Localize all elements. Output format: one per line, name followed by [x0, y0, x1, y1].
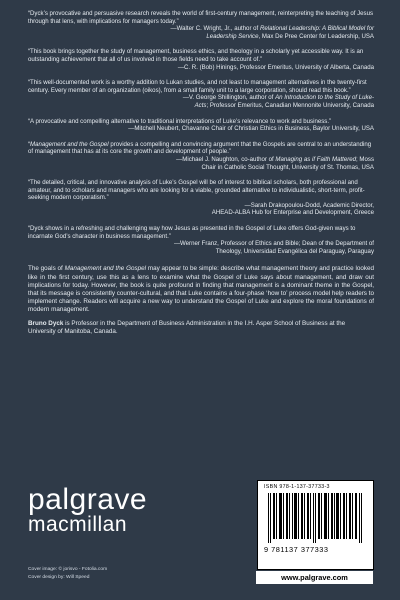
author-name: Bruno Dyck: [28, 320, 64, 328]
attribution-book-title: Relational Leadership: A Biblical Model for: [259, 25, 374, 33]
endorsement-attribution-line2: Theology, Universidad Evangélica del Paraguay, Paraguay: [215, 247, 374, 255]
endorsement-attribution-line2: [28, 102, 374, 110]
attribution-suffix: ; Professor Emeritus, Canadian Mennonite University, Canada: [206, 101, 374, 109]
barcode-number: 9 781137 377333: [264, 545, 329, 554]
barcode-box: [257, 480, 374, 570]
endorsement-attribution: —Mitchell Neubert, Chavanne Chair of Christian Ethics in Business, Baylor University, USA: [128, 125, 374, 133]
cover-design-credit: Cover design by: Will Speed: [28, 575, 90, 580]
description-prefix: The goals of: [28, 265, 65, 273]
isbn-label: ISBN 978-1-137-37733-3: [264, 484, 330, 490]
endorsement-attribution: —C. R. (Bob) Hinings, Professor Emeritus, University of Alberta, Canada: [177, 63, 374, 71]
endorsement-attribution: —Werner Franz, Professor of Ethics and Bible; Dean of the Department of: [173, 240, 374, 248]
content-area: [28, 10, 374, 343]
endorsement-text: “The detailed, critical, and innovative analysis of Luke’s Gospel will be of interest to biblical scholars, both professional and amateur, and to scholars and managers who are looking for a viable, grounded alternative to individualistic, short-term, profit-seeking modern corporatism.”: [28, 179, 365, 202]
attribution-book-title: Acts: [194, 101, 207, 109]
endorsement-7: [28, 225, 374, 255]
publisher-logo-line1: palgrave: [28, 483, 148, 516]
description-body: may appear to be simple: describe what management theory and practice looked like in the first century, use this as a lens to examine what the Gospel of Luke says about management, and draw out implications for today. However, the book is quite profound in finding that management is a dominant theme in the Gospel, that its message is consistently counter-cultural, and that Luke contains a four-phase ‘how to’ process model help readers to implement change. Readers will acquire a new way to understand the Gospel of Luke and explore the moral foundations of modern management.: [28, 265, 374, 313]
cover-credits: [28, 566, 107, 582]
author-bio-text: is Professor in the Department of Business Administration in the I.H. Asper School of Business at the University of Manitoba, Canada.: [28, 320, 346, 336]
cover-image-credit: Cover image: © jorisvo - Fotolia.com: [28, 567, 108, 572]
attribution-book-title: Leadership Service: [206, 32, 259, 40]
endorsement-book-title: Management and the Gospel: [30, 140, 109, 148]
endorsement-4: [28, 118, 374, 133]
endorsement-attribution: —Sarah Drakopoulou-Dodd, Academic Director,: [244, 201, 374, 209]
publisher-logo: [28, 483, 148, 536]
attribution-book-title: Managing as if Faith Mattered: [275, 155, 357, 163]
endorsement-attribution-line2: AHEAD-ALBA Hub for Enterprise and Development, Greece: [211, 209, 374, 217]
attribution-prefix: —V. George Shillington, author of: [182, 94, 276, 102]
endorsement-attribution-line2: Chair in Catholic Social Thought, University of St. Thomas, USA: [201, 163, 374, 171]
endorsement-6: [28, 179, 374, 217]
endorsement-1: [28, 10, 374, 40]
attribution-prefix: —Walter C. Wright, Jr., author of: [170, 25, 260, 33]
endorsement-3: [28, 79, 374, 109]
barcode-icon: [268, 493, 365, 543]
endorsement-text: “Dyck shows in a refreshing and challenging way how Jesus as presented in the Gospel of Luke offers God-given ways to incarnate God’s character in business management.”: [28, 225, 356, 240]
attribution-suffix: , Max De Pree Center for Leadership, USA: [258, 32, 374, 40]
endorsement-attribution: [28, 25, 374, 33]
endorsement-text: “A provocative and compelling alternative to traditional interpretations of Luke’s relevance to work and business.”: [28, 117, 332, 125]
endorsement-body: provides a compelling and convincing argument that the Gospels are central to an understanding of management that has at its core the growth and development of people.”: [28, 140, 372, 156]
endorsement-attribution: [28, 156, 374, 164]
attribution-suffix: ; Moss: [356, 155, 374, 163]
book-description: [28, 265, 374, 314]
endorsement-2: [28, 48, 374, 71]
endorsement-attribution-line2: [28, 33, 374, 41]
attribution-prefix: —Michael J. Naughton, co-author of: [176, 155, 276, 163]
publisher-logo-line2: macmillan: [28, 513, 128, 536]
attribution-book-title: An Introduction to the Study of Luke-: [275, 94, 374, 102]
endorsement-5: [28, 141, 374, 171]
description-book-title: Management and the Gospel: [64, 265, 147, 273]
author-bio: [28, 320, 374, 336]
endorsement-text: “This book brings together the study of management, business ethics, and theology in a scholarly yet accessible way. It is an outstanding achievement that all of us involved in those fields need to take account of.”: [28, 48, 364, 63]
endorsement-text: “This well-documented work is a worthy addition to Lukan studies, and not least to management alternatives in the twenty-first century. Every member of an organization (oikos), from a small family unit to a large corporation, should read this book.”: [28, 79, 367, 94]
endorsement-attribution: [28, 94, 374, 102]
endorsement-text: “Dyck’s provocative and persuasive research reveals the world of first-century management, reinterpreting the teaching of Jesus through that lens, with implications for managers today.”: [28, 10, 374, 25]
publisher-website: www.palgrave.com: [256, 571, 373, 584]
endorsement-text: “Management and the Gospel provides a compelling and convincing argument that the Gospels are central to an understanding of management that has at its core the growth and development of people.”: [28, 140, 372, 156]
